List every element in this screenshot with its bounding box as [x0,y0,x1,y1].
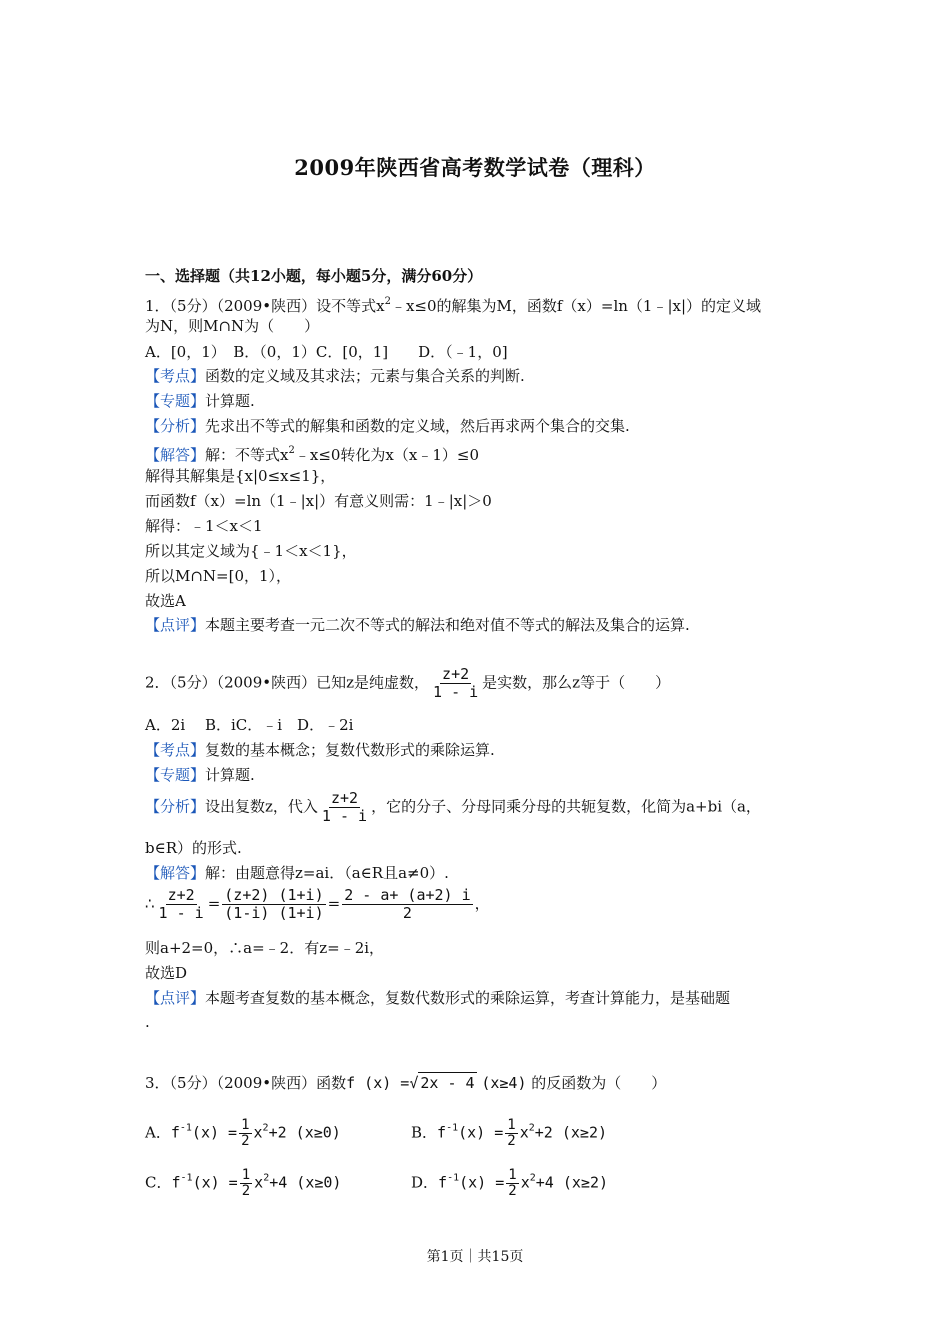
q1-step-1: 解得其解集是{x|0≤x≤1}， [145,467,336,485]
q2-dianping: 【点评】本题考查复数的基本概念，复数代数形式的乘除运算，考查计算能力，是基础题 [145,989,731,1007]
q2-fenxi-line2: b∈R）的形式. [145,839,242,857]
q1-zhuanti: 【专题】计算题. [145,392,255,410]
q2-fenxi: 【分析】设出复数z，代入 $\frac{z+2}{1 - i}$ ，它的分子、分母同乘分母的共轭复数，化简为a+bi（a， [145,789,761,825]
q2-equation: ∴ $\frac{z+2}{1 - i}$ = $\frac{(z+2) (1+i)}{(1-i) (1+i)}$ = $\frac{2 - a+ (a+2) i}{2}$ ， [145,886,490,922]
q1-step-3: 解得：﹣1＜x＜1 [145,517,263,535]
q1-jieda: 【解答】解：不等式$x^2﹣x\le 0$转化为x（x﹣1）≤0 [145,445,480,464]
q2-zhuanti: 【专题】计算题. [145,766,255,784]
q1-fenxi: 【分析】先求出不等式的解集和函数的定义域，然后再求两个集合的交集. [145,417,630,435]
q1-step-6: 故选A [145,592,186,610]
q3-option-b: B．$f^{-1}(x)$ = $\frac{1}{2}$ $x^2+2$ (x≥2) [411,1117,608,1149]
q1-dianping: 【点评】本题主要考查一元二次不等式的解法和绝对值不等式的解法及集合的运算. [145,616,690,634]
q2-fenxi-fraction: $\frac{z+2}{1 - i}$ [321,789,368,825]
q1-step-5: 所以M∩N=[0，1）， [145,567,292,585]
q2-fraction: $\frac{z+2}{1 - i}$ [433,665,479,701]
q1-kaodian: 【考点】函数的定义域及其求法；元素与集合关系的判断. [145,367,525,385]
q3-option-d: D．$f^{-1}(x)$ = $\frac{1}{2}$ $x^2+4$ (x≥2) [411,1167,609,1199]
section-heading: 一、选择题（共12小题，每小题5分，满分60分） [145,267,483,285]
q1-stem: 1．（5分）（2009•陕西）设不等式$x^2﹣x\le 0$的解集为M，函数f（x）=ln（1﹣|x|）的定义域 [145,296,762,315]
q2-jieda: 【解答】解：由题意得z=ai．（a∈R且a≠0）. [145,864,449,882]
q1-options: A．[0，1） B．（0，1）C．[0，1] D．（﹣1，0] [145,343,508,361]
page-title: 2009年陕西省高考数学试卷（理科） [294,155,656,180]
page-footer: 第1页｜共15页 [426,1249,524,1265]
q1-stem-line2: 为N，则M∩N为（ ） [145,317,320,335]
q2-stem: 2．（5分）（2009•陕西）已知z是纯虚数， $\frac{z+2}{1 - i}$ 是实数，那么z等于（ ） [145,665,671,701]
q3-option-c: C．$f^{-1}(x)$ = $\frac{1}{2}$ $x^2+4$ (x≥0) [145,1167,342,1199]
q2-options: A．2i B．iC．﹣i D．﹣2i [145,716,354,734]
q3-option-a: A．$f^{-1}(x)$ = $\frac{1}{2}$ $x^2+2$ (x≥0) [145,1117,341,1149]
q2-step-1: 则a+2=0，∴a=﹣2．有z=﹣2i， [145,939,385,957]
q2-step-2: 故选D [145,964,188,982]
q2-dianping-tail: . [145,1013,150,1031]
q3-stem: 3．（5分）（2009•陕西）函数f (x) =√ 2x - 4 (x≥4) 的反函数为（ ） [145,1074,667,1092]
q1-step-4: 所以其定义域为{﹣1＜x＜1}， [145,542,357,560]
q2-kaodian: 【考点】复数的基本概念；复数代数形式的乘除运算. [145,741,495,759]
q1-step-2: 而函数f（x）=ln（1﹣|x|）有意义则需：1﹣|x|＞0 [145,492,492,510]
